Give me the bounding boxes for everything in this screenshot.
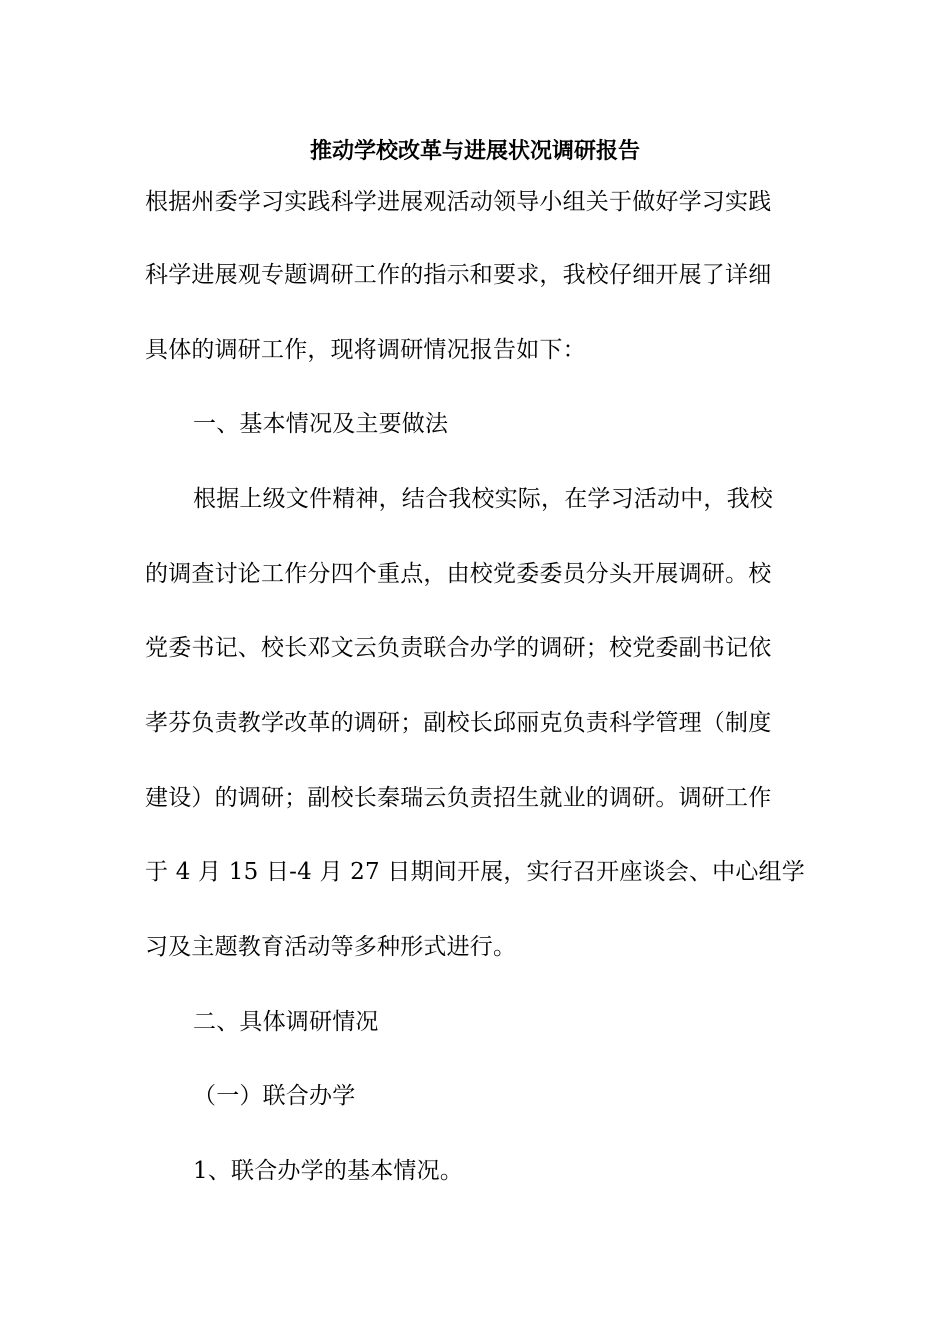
document-title: 推动学校改革与进展状况调研报告 xyxy=(309,138,640,164)
paragraph-line: 建设）的调研；副校长秦瑞云负责招生就业的调研。调研工作 xyxy=(145,785,772,811)
paragraph-line: 根据上级文件精神，结合我校实际，在学习活动中，我校 xyxy=(193,486,773,512)
section-heading: 一、基本情况及主要做法 xyxy=(193,411,449,437)
paragraph-line: 于 4 月 15 日-4 月 27 日期间开展，实行召开座谈会、中心组学 xyxy=(145,859,805,885)
section-heading: 二、具体调研情况 xyxy=(193,1009,379,1035)
paragraph-line: 根据州委学习实践科学进展观活动领导小组关于做好学习实践 xyxy=(145,189,772,215)
subsection-heading: （一）联合办学 xyxy=(193,1083,356,1109)
paragraph-line: 习及主题教育活动等多种形式进行。 xyxy=(145,934,517,960)
paragraph-line: 的调查讨论工作分四个重点，由校党委委员分头开展调研。校 xyxy=(145,561,772,587)
paragraph-line: 孝芬负责教学改革的调研；副校长邱丽克负责科学管理（制度 xyxy=(145,710,772,736)
paragraph-line: 科学进展观专题调研工作的指示和要求，我校仔细开展了详细 xyxy=(145,262,772,288)
paragraph-line: 党委书记、校长邓文云负责联合办学的调研；校党委副书记依 xyxy=(145,635,772,661)
paragraph-line: 具体的调研工作，现将调研情况报告如下： xyxy=(145,337,586,363)
item-heading: 1、联合办学的基本情况。 xyxy=(193,1158,464,1184)
